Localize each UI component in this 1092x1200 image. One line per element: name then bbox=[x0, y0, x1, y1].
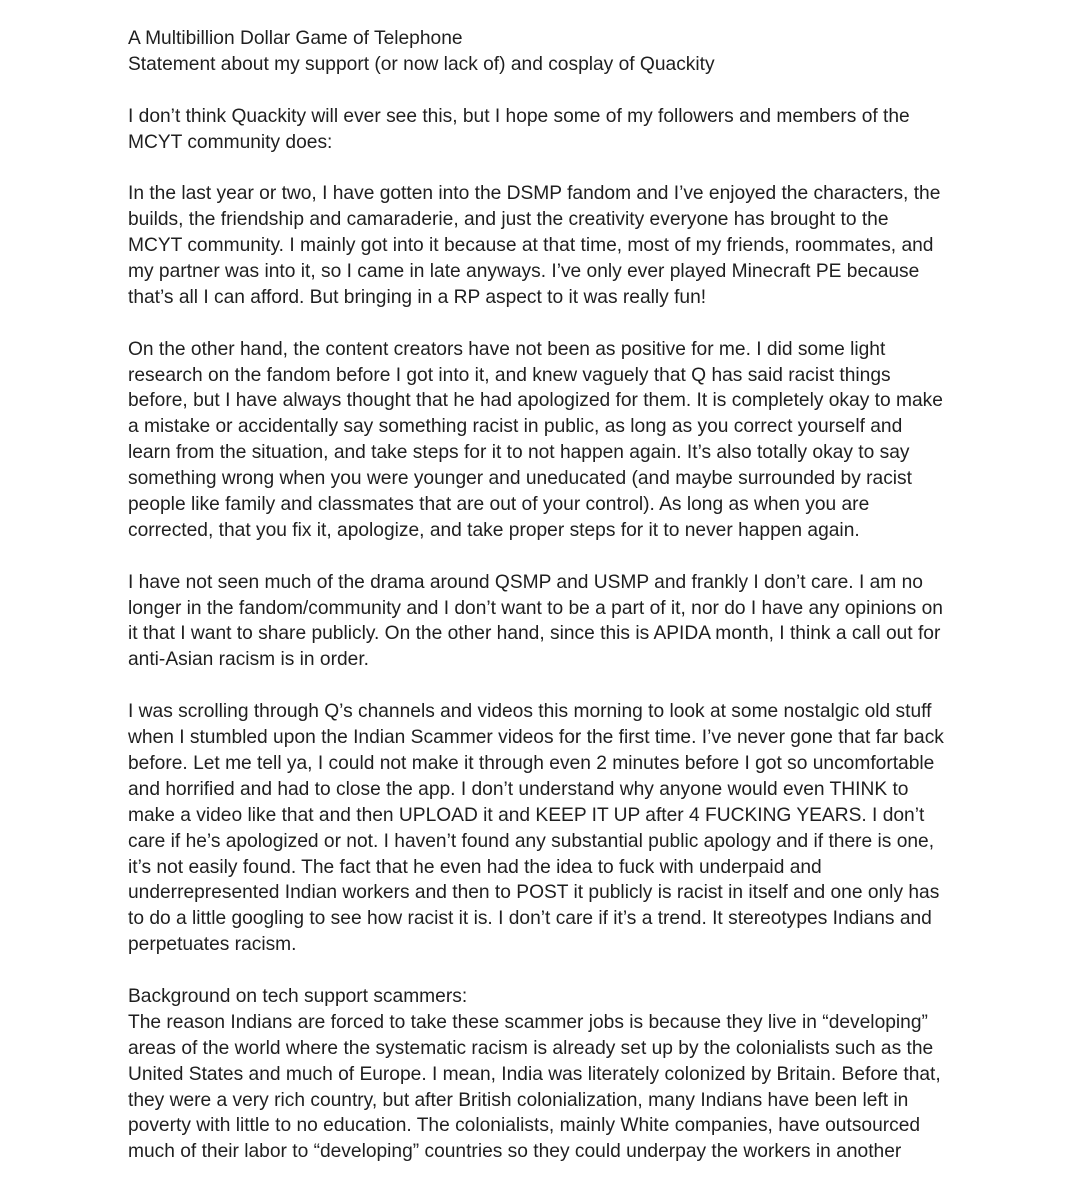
paragraph-line: something wrong when you were younger and uneducated (and maybe surrounded by racist bbox=[128, 468, 912, 490]
paragraph-line: before, but I have always thought that he had apologized for them. It is completely okay to make bbox=[128, 390, 943, 412]
paragraph-dsmp-fandom bbox=[128, 181, 978, 310]
paragraph-line: people like family and classmates that are out of your control). As long as when you are bbox=[128, 494, 870, 516]
paragraph-line: The reason Indians are forced to take these scammer jobs is because they live in “developing” bbox=[128, 1011, 928, 1033]
paragraph-background bbox=[128, 984, 978, 1165]
paragraph-line: I was scrolling through Q’s channels and videos this morning to look at some nostalgic old stuff bbox=[128, 701, 932, 723]
paragraph-line: In the last year or two, I have gotten into the DSMP fandom and I’ve enjoyed the characters, the bbox=[128, 183, 941, 205]
paragraph-line: perpetuates racism. bbox=[128, 934, 297, 956]
paragraph-line: care if he’s apologized or not. I haven’t found any substantial public apology and if there is one, bbox=[128, 830, 935, 852]
paragraph-line: my partner was into it, so I came in late anyways. I’ve only ever played Minecraft PE because bbox=[128, 261, 920, 283]
paragraph-line: a mistake or accidentally say something racist in public, as long as you correct yourself and bbox=[128, 416, 903, 438]
paragraph-line: MCYT community. I mainly got into it because at that time, most of my friends, roommates, and bbox=[128, 235, 934, 257]
paragraph-line: poverty with little to no education. The colonialists, mainly White companies, have outsourced bbox=[128, 1115, 921, 1137]
section-heading: Background on tech support scammers: bbox=[128, 985, 468, 1007]
paragraph-line: I have not seen much of the drama around QSMP and USMP and frankly I don’t care. I am no bbox=[128, 571, 923, 593]
paragraph-line: they were a very rich country, but after British colonialization, many Indians have been left in bbox=[128, 1089, 909, 1111]
paragraph-line: longer in the fandom/community and I don’t want to be a part of it, nor do I have any opinions on bbox=[128, 597, 943, 619]
paragraph-line: when I stumbled upon the Indian Scammer videos for the first time. I’ve never gone that far back bbox=[128, 727, 944, 749]
paragraph-line: before. Let me tell ya, I could not make it through even 2 minutes before I got so uncomfortable bbox=[128, 752, 935, 774]
paragraph-line: that’s all I can afford. But bringing in a RP aspect to it was really fun! bbox=[128, 286, 707, 308]
paragraph-line: I don’t think Quackity will ever see this, but I hope some of my followers and members of the bbox=[128, 105, 910, 127]
document-page bbox=[128, 26, 978, 1165]
paragraph-line: it that I want to share publicly. On the other hand, since this is APIDA month, I think a call out for bbox=[128, 623, 941, 645]
title-line: A Multibillion Dollar Game of Telephone bbox=[128, 28, 463, 49]
paragraph-content-creators bbox=[128, 337, 978, 544]
paragraph-line: learn from the situation, and take steps for it to not happen again. It’s also totally okay to say bbox=[128, 442, 910, 464]
paragraph-line: make a video like that and then UPLOAD it and KEEP IT UP after 4 FUCKING YEARS. I don’t bbox=[128, 804, 925, 826]
paragraph-line: to do a little googling to see how racist it is. I don’t care if it’s a trend. It stereotypes Indians and bbox=[128, 908, 932, 930]
document-title bbox=[128, 26, 978, 78]
paragraph-line: areas of the world where the systematic racism is already set up by the colonialists such as the bbox=[128, 1037, 934, 1059]
subtitle-line: Statement about my support (or now lack of) and cosplay of Quackity bbox=[128, 53, 715, 75]
paragraph-line: and horrified and had to close the app. I don’t understand why anyone would even THINK to bbox=[128, 778, 909, 800]
paragraph-line: MCYT community does: bbox=[128, 131, 333, 153]
paragraph-line: it’s not easily found. The fact that he even had the idea to fuck with underpaid and bbox=[128, 856, 822, 878]
paragraph-line: much of their labor to “developing” countries so they could underpay the workers in another bbox=[128, 1141, 902, 1163]
paragraph-line: anti-Asian racism is in order. bbox=[128, 649, 369, 671]
paragraph-line: corrected, that you fix it, apologize, and take proper steps for it to never happen again. bbox=[128, 519, 860, 541]
paragraph-intro bbox=[128, 104, 978, 156]
paragraph-scammer-videos bbox=[128, 699, 978, 958]
paragraph-qsmp-drama bbox=[128, 570, 978, 674]
paragraph-line: underrepresented Indian workers and then to POST it publicly is racist in itself and one only has bbox=[128, 882, 940, 904]
paragraph-line: builds, the friendship and camaraderie, and just the creativity everyone has brought to the bbox=[128, 209, 889, 231]
paragraph-line: research on the fandom before I got into it, and knew vaguely that Q has said racist things bbox=[128, 364, 891, 386]
paragraph-line: United States and much of Europe. I mean, India was literately colonized by Britain. Before that, bbox=[128, 1063, 941, 1085]
paragraph-line: On the other hand, the content creators have not been as positive for me. I did some light bbox=[128, 338, 886, 360]
